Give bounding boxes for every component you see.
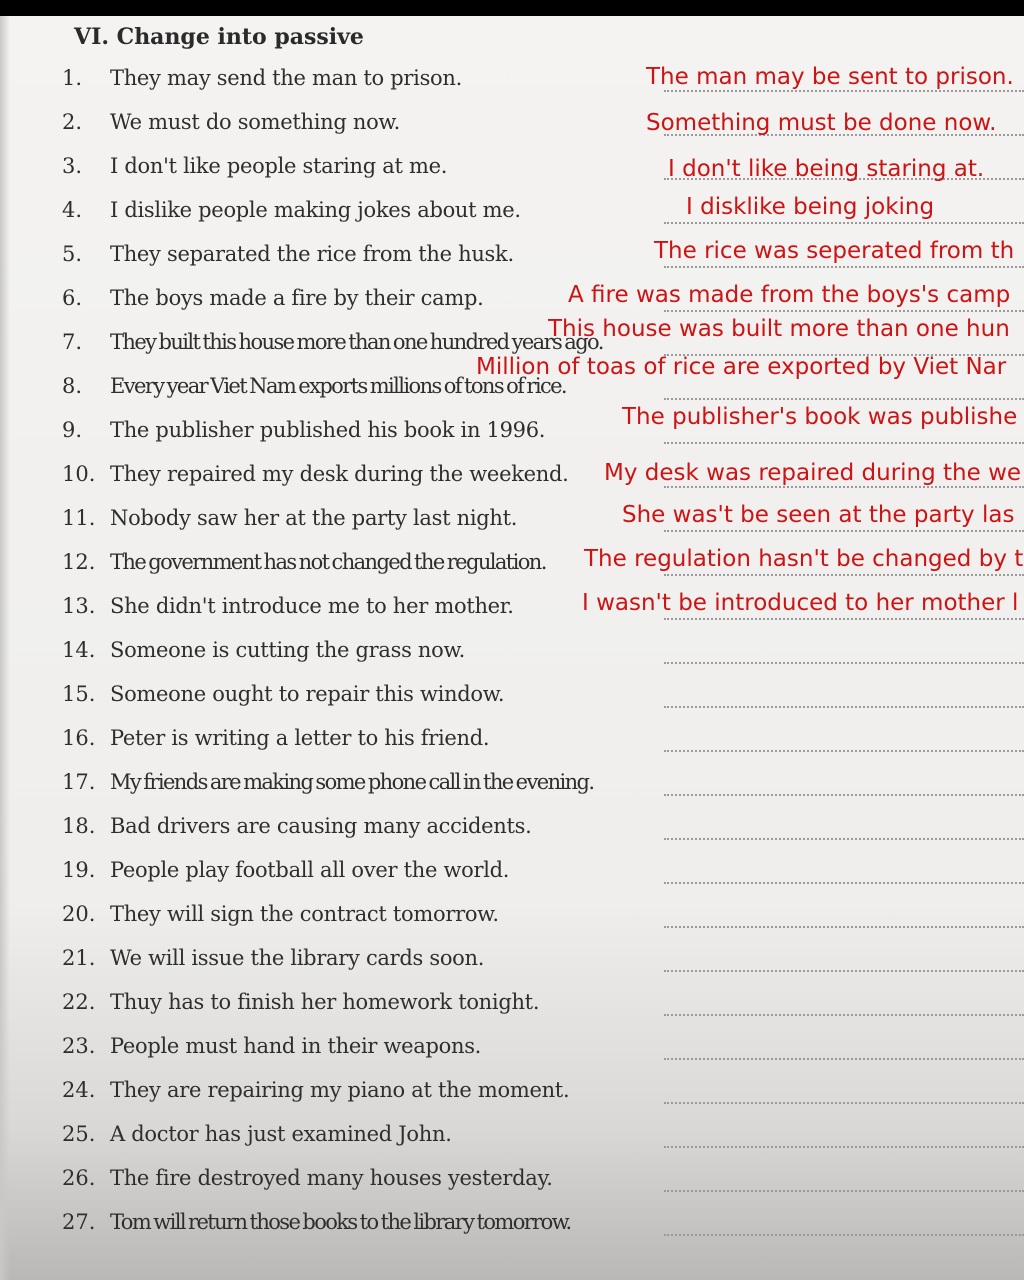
question-number: 14. xyxy=(62,638,96,662)
answer-text: The regulation hasn't be changed by t xyxy=(584,546,1024,572)
answer-line xyxy=(664,1102,1024,1104)
answer-text: Million of toas of rice are exported by Viet Nar xyxy=(476,354,1007,380)
question-number: 20. xyxy=(62,902,96,926)
question-row xyxy=(0,1034,1024,1074)
question-row xyxy=(0,682,1024,722)
question-row xyxy=(0,770,1024,810)
answer-line xyxy=(664,706,1024,708)
answer-text: The publisher's book was publishe xyxy=(622,404,1018,430)
question-text: They repaired my desk during the weekend. xyxy=(110,462,569,486)
answer-line xyxy=(664,222,1024,224)
answer-line xyxy=(664,1014,1024,1016)
question-text: Tom will return those books to the library tomorrow. xyxy=(110,1210,571,1234)
question-text: I don't like people staring at me. xyxy=(110,154,448,178)
question-text: They separated the rice from the husk. xyxy=(110,242,514,266)
question-row xyxy=(0,1078,1024,1118)
question-row xyxy=(0,990,1024,1030)
question-text: I dislike people making jokes about me. xyxy=(110,198,521,222)
answer-text: This house was built more than one hun xyxy=(548,316,1010,342)
question-number: 18. xyxy=(62,814,96,838)
question-text: People must hand in their weapons. xyxy=(110,1034,482,1058)
question-text: They built this house more than one hundred years ago. xyxy=(110,330,603,354)
answer-text: A fire was made from the boys's camp xyxy=(568,282,1011,308)
question-number: 24. xyxy=(62,1078,96,1102)
answer-line xyxy=(664,750,1024,752)
answer-line xyxy=(664,574,1024,576)
question-number: 10. xyxy=(62,462,96,486)
answer-line xyxy=(664,618,1024,620)
question-text: The fire destroyed many houses yesterday. xyxy=(110,1166,553,1190)
question-text: Nobody saw her at the party last night. xyxy=(110,506,518,530)
answer-line xyxy=(664,530,1024,532)
answer-text: She was't be seen at the party las xyxy=(622,502,1015,528)
question-row xyxy=(0,638,1024,678)
question-number: 12. xyxy=(62,550,96,574)
question-number: 5. xyxy=(62,242,83,266)
answer-text: The man may be sent to prison. xyxy=(646,64,1014,90)
question-text: The government has not changed the regulation. xyxy=(110,550,546,574)
question-number: 2. xyxy=(62,110,83,134)
answer-text: My desk was repaired during the we xyxy=(604,460,1022,486)
exercise-title: VI. Change into passive xyxy=(74,24,364,50)
answer-line xyxy=(664,838,1024,840)
question-number: 8. xyxy=(62,374,83,398)
question-row xyxy=(0,1210,1024,1250)
question-text: The publisher published his book in 1996. xyxy=(110,418,546,442)
question-text: People play football all over the world. xyxy=(110,858,510,882)
question-text: We must do something now. xyxy=(110,110,400,134)
question-text: Peter is writing a letter to his friend. xyxy=(110,726,490,750)
question-row xyxy=(0,858,1024,898)
question-number: 6. xyxy=(62,286,83,310)
question-text: Someone ought to repair this window. xyxy=(110,682,505,706)
answer-line xyxy=(664,90,1024,92)
question-number: 27. xyxy=(62,1210,96,1234)
answer-line xyxy=(664,442,1024,444)
answer-line xyxy=(664,662,1024,664)
question-text: She didn't introduce me to her mother. xyxy=(110,594,514,618)
question-text: Every year Viet Nam exports millions of tons of rice. xyxy=(110,374,567,398)
question-number: 11. xyxy=(62,506,96,530)
question-row xyxy=(0,902,1024,942)
question-text: Bad drivers are causing many accidents. xyxy=(110,814,532,838)
question-row xyxy=(0,726,1024,766)
answer-line xyxy=(664,266,1024,268)
question-number: 22. xyxy=(62,990,96,1014)
answer-line xyxy=(664,1234,1024,1236)
answer-line xyxy=(664,794,1024,796)
answer-line xyxy=(664,1146,1024,1148)
question-text: The boys made a fire by their camp. xyxy=(110,286,484,310)
question-text: They may send the man to prison. xyxy=(110,66,462,90)
question-number: 19. xyxy=(62,858,96,882)
question-number: 17. xyxy=(62,770,96,794)
question-number: 15. xyxy=(62,682,96,706)
answer-text: The rice was seperated from th xyxy=(654,238,1015,264)
question-text: A doctor has just examined John. xyxy=(110,1122,452,1146)
question-number: 4. xyxy=(62,198,83,222)
question-row xyxy=(0,1166,1024,1206)
question-row xyxy=(0,946,1024,986)
answer-line xyxy=(664,1190,1024,1192)
question-row xyxy=(0,814,1024,854)
question-text: They are repairing my piano at the moment. xyxy=(110,1078,570,1102)
answer-line xyxy=(664,486,1024,488)
answer-line xyxy=(664,970,1024,972)
question-number: 23. xyxy=(62,1034,96,1058)
question-row xyxy=(0,1122,1024,1162)
question-number: 25. xyxy=(62,1122,96,1146)
question-text: Thuy has to finish her homework tonight. xyxy=(110,990,540,1014)
answer-text: I don't like being staring at. xyxy=(668,156,985,182)
answer-text: I wasn't be introduced to her mother l xyxy=(582,590,1019,616)
answer-line xyxy=(664,398,1024,400)
answer-text: Something must be done now. xyxy=(646,110,997,136)
question-number: 16. xyxy=(62,726,96,750)
question-number: 13. xyxy=(62,594,96,618)
question-text: My friends are making some phone call in the evening. xyxy=(110,770,594,794)
question-number: 3. xyxy=(62,154,83,178)
answer-text: I disklike being joking xyxy=(686,194,935,220)
question-number: 1. xyxy=(62,66,83,90)
question-number: 26. xyxy=(62,1166,96,1190)
question-text: They will sign the contract tomorrow. xyxy=(110,902,499,926)
answer-line xyxy=(664,926,1024,928)
question-number: 7. xyxy=(62,330,83,354)
question-number: 9. xyxy=(62,418,83,442)
answer-line xyxy=(664,1058,1024,1060)
question-number: 21. xyxy=(62,946,96,970)
worksheet-page xyxy=(0,16,1024,1280)
answer-line xyxy=(664,882,1024,884)
question-text: Someone is cutting the grass now. xyxy=(110,638,466,662)
question-text: We will issue the library cards soon. xyxy=(110,946,485,970)
answer-line xyxy=(664,310,1024,312)
